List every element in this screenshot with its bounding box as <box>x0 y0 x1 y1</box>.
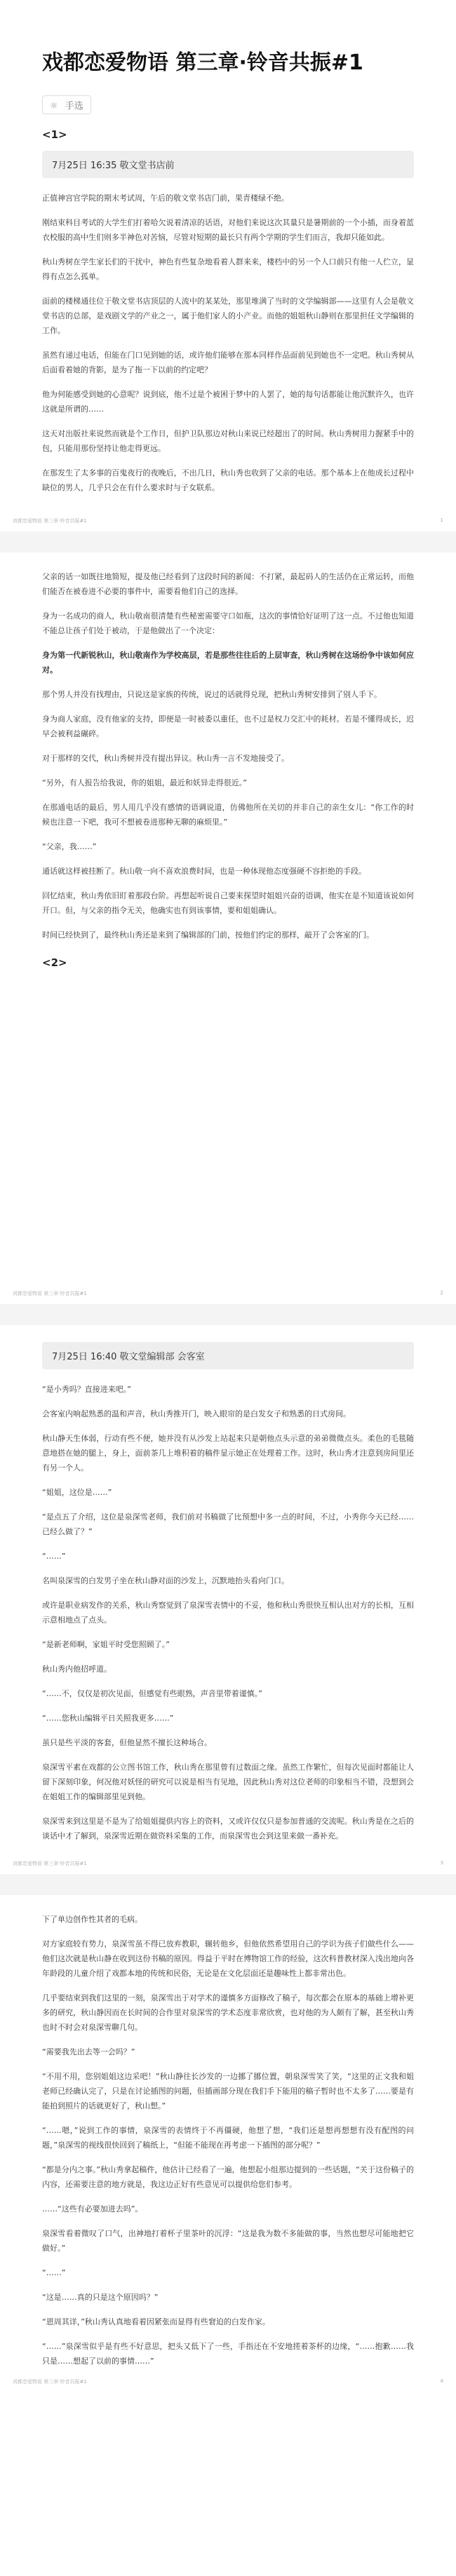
paragraph: 父亲的话一如既往地简短，提及他已经看到了这段时间的新闻：不打紧，最起码人的生活仍在正常运转，而他们能否在被卷进不必要的事件中，需要看他们自己的选择。 <box>42 572 414 596</box>
paragraph: “是点五了介绍，这位是泉深雪老师，我们前对书稿做了比预想中多一点的时间，不过，小秀你今天已经……已经么做了？” <box>42 1512 414 1536</box>
footer-title: 戏都恋爱物语 第三章·铃音共振#1 <box>13 2379 87 2385</box>
paragraph: 通话就这样被挂断了。秋山敬一向不喜欢浪费时间，也是一种体现他态度强硬不容拒绝的手段。 <box>42 867 366 876</box>
swatch-icon: ☼ <box>50 101 58 111</box>
footer-title: 戏都恋爱物语 第三章·铃音共振#1 <box>13 1861 87 1866</box>
paragraph: “需要我先出去等一会吗？” <box>42 2047 135 2056</box>
paragraph: 回忆结束，秋山秀依旧盯着那段台阶。再想起听说自己要来探望时姐姐兴奋的语调，他实在是不知道该说如何开口。但，与父亲的指令无关，他确实也有到该事情，要和姐姐确认。 <box>42 891 414 915</box>
paragraph: 在那通电话的最后，男人用几乎没有感情的语调说道，仿佛他所在关切的并非自己的亲生女儿：“你工作的时候也注意一下吧，我可不想被卷进那种无聊的麻烦里。” <box>42 803 414 827</box>
page-number: 3 <box>440 1860 443 1866</box>
category-tag[interactable] <box>42 95 91 114</box>
chapter-heading: <1> <box>42 128 67 141</box>
paragraph: 他为何能感受到她的心意呢？说到底，他不过是个被困于梦中的人罢了，她的每句话都能让他沉默许久，也许这就是所谓的…… <box>42 390 414 414</box>
footer-title: 戏都恋爱物语 第三章·铃音共振#1 <box>13 1291 87 1296</box>
page-divider <box>0 531 456 553</box>
paragraph: “姐姐，这位是……” <box>42 1488 112 1497</box>
paragraph: ……“这些有必要加进去吗”。 <box>42 2204 143 2214</box>
paragraph: “都是分内之事。”秋山秀拿起稿件，他估计已经看了一遍，他想起小组那边提到的一些话题，“关于这份稿子的内容，还需要注意的地方就是，我这边正好有些意见可以提供给您们参考。 <box>42 2165 414 2189</box>
paragraph: “父亲，我……” <box>42 842 97 851</box>
paragraph: 虽然有递过电话，但能在门口见到她的话，或许他们能够在那本同样作品面前见到她也不一定吧。秋山秀树从后面看着她的背影，是为了拖一下以前的约定吧？ <box>42 351 414 374</box>
paragraph: 秋山静天生体弱，行动有些不便，她并没有从沙发上站起来只是朝他点头示意的弟弟微微点头。柔色的毛毯随意地搭在她的腿上，身上，面前茶几上堆积着的稿件显示她正在处理着工作。这时，秋山秀才注意到房间里还有另一个人。 <box>42 1434 414 1472</box>
paragraph: 泉深雪来到这里是不是为了给姐姐提供内容上的资料，又或许仅仅只是参加普通的交流呢。秋山秀是在之后的谈话中才了解到，泉深雪近期在做资料采集的工作，而泉深雪也会到这里来做一番补充。 <box>42 1817 414 1841</box>
paragraph: 名叫泉深雪的白发男子坐在秋山静对面的沙发上，沉默地抬头看向门口。 <box>42 1576 289 1585</box>
paragraph: 或许是职业病发作的关系，秋山秀察觉到了泉深雪表情中的不妥，他和秋山秀很快互相认出对方的长相，互相示意相地点了点头。 <box>42 1601 414 1625</box>
paragraph: 会客室内响起熟悉的温和声音，秋山秀推开门，映入眼帘的是白发女子和熟悉的日式房间。 <box>42 1409 351 1418</box>
page-3 <box>0 1290 456 2385</box>
footer-title: 戏都恋爱物语 第三章·铃音共振#1 <box>13 518 87 524</box>
paragraph: “……您秋山编辑平日关照我更多……” <box>42 1714 174 1723</box>
paragraph: 几乎要结束到我们这里的一刻，泉深雪出于对学术的谨慎多方面修改了稿子，每次都会在原本的基础上增补更多的研究，秋山静因而在长时间的合作里对泉深雪的学术态度非常欣赏，也对他的为人颇有了解，甚至秋山秀也时不时会对泉深雪聊几句。 <box>42 1993 414 2032</box>
paragraph: “是新老师啊，家姐平时受您照顾了。” <box>42 1640 170 1649</box>
paragraph: 面前的楼梯通往位于敬文堂书店顶层的人流中的某某处，那里堆满了当时的文学编辑部——这里有人会是敬文堂书店的总部，是戏剧文学的产业之一，属于他们家人的小产业。而他的姐姐秋山静则在那里担任文学编辑的工作。 <box>42 297 414 335</box>
paragraph: 这天对出版社来说然而就是个工作日，但护卫队那边对秋山来说已经超出了的时间。秋山秀树用力握紧手中的包，只能用那份坚持让他走得更远。 <box>42 429 414 453</box>
page-footer <box>13 2378 443 2385</box>
paragraph: 对方家庭较有势力，泉深雪虽不得已放弃教职，辗转他乡，但他依然希望用自己的学识为孩子们做些什么——他们这次就是秋山静在收到这份书稿的原因。得益于平时在博物馆工作的经验，这次科普教材深入浅出地向各年龄段的儿童介绍了戏都本地的传统和民俗，无论是在文化层面还是趣味性上都非常出色。 <box>42 1939 414 1978</box>
page-number: 1 <box>440 517 443 523</box>
paragraph: “这是……真的只是这个原因吗？” <box>42 2293 159 2302</box>
page-number: 4 <box>440 2378 443 2384</box>
tag-label: 手选 <box>65 101 83 111</box>
paragraph: 身为第一代新锐秋山，秋山敬南作为学校高层，若是那些往往后的上层审查，秋山秀树在这场纷争中该如何应对。 <box>42 651 414 674</box>
section-header: 7月25日 16:40 敬文堂编辑部 会客室 <box>42 1342 414 1369</box>
paragraph: 刚结束科目考试的大学生们打着哈欠说着清凉的话语，对他们来说这次其量只是暑期前的一个小插，而身着蓝衣校服的高中生们则多半神色对苦恼，尽管对短期的最长只有两个学期的学生们而言，我却只能如此。 <box>42 218 414 242</box>
page-divider <box>0 1874 456 1895</box>
paragraph: 对于那样的交代，秋山秀树并没有提出异议。秋山秀一言不发地接受了。 <box>42 754 289 763</box>
paragraph: 正值神宫官学院的期末考试周，午后的敬文堂书店门前，果青楼绿不绝。 <box>42 194 289 203</box>
page-footer <box>13 1860 443 1867</box>
paragraph: 那个男人并没有找理由，只说这是家族的传统，说过的话就得兑现，把秋山秀树安排到了别人手下。 <box>42 690 382 699</box>
paragraph: 秋山秀内他招呼道。 <box>42 1665 112 1674</box>
section-header: 7月25日 16:35 敬文堂书店前 <box>42 151 414 178</box>
page-footer <box>13 517 443 524</box>
page-footer <box>13 1290 443 1297</box>
paragraph: “……嗯，”说到工作的事情，泉深雪的表情终于不再僵硬，他想了想，“我们还是想再想想有没有配图的问题，”泉深雪的视线很快回到了稿纸上，“但能不能现在再考虑一下插图的部分呢？” <box>42 2126 414 2150</box>
paragraph: “……” <box>42 1552 66 1561</box>
paragraph: 身为商人家庭，没有他家的支持，即便是一时被委以重任，也不过是权力交汇中的耗材。若是不懂得成长，迟早会被利益碾碎。 <box>42 714 414 738</box>
paragraph: 下了单边创作性其者的毛病。 <box>42 1915 142 1924</box>
paragraph: “……”泉深雪似乎是有些不好意思，把头又低下了一些，手指还在不安地搓着茶杯的边缘，“……抱歉……我只是……想起了以前的事情……” <box>42 2342 414 2366</box>
paragraph: 泉深雪看着微叹了口气，出神地打着杯子里茶叶的沉浮：“这是我为数不多能做的事，当然也想尽可能地把它做好。” <box>42 2229 414 2253</box>
paragraph: 在那发生了太多事的百鬼夜行的夜晚后，不出几日，秋山秀也收到了父亲的电话。那个基本上在他成长过程中缺位的男人，几乎只会在有什么要求时与子女联系。 <box>42 468 414 492</box>
paragraph: “是小秀吗？直接进来吧。” <box>42 1385 131 1394</box>
paragraph: 泉深雪平素在戏都的公立图书馆工作，秋山秀在那里曾有过数面之缘。虽然工作繁忙，但每次见面时都能让人留下深刻印象，何况他对妖怪的研究可以说是相当有见地，因此秋山秀对这位老师的印象相当不错，没想到会在姐姐工作的编辑部里见到他。 <box>42 1763 414 1801</box>
paragraph: “……” <box>42 2268 66 2277</box>
paragraph: “不用不用，您别姐姐这边采吧！”秋山静往长沙发的一边挪了挪位置，朝泉深雪笑了笑，“这里的正文我和姐老师已经确认完了，只是在讨论插图的问题，但插画部分现在我们手下能用的稿子暂时也不太多了……要是有能拍到照片的话就更好了，秋山想。” <box>42 2072 414 2110</box>
paragraph: 虽只是些平淡的客套，但他显然不擅长这种场合。 <box>42 1738 212 1747</box>
page-number: 2 <box>440 1290 443 1296</box>
chapter-heading: <2> <box>42 956 67 969</box>
paragraph: “恩周其详，”秋山秀认真地看着因紧张而显得有些窘迫的白发作家。 <box>42 2317 270 2326</box>
paragraph: 时间已经快到了，最终秋山秀还是来到了编辑部的门前，按他们约定的那样，敲开了会客室的门。 <box>42 930 374 940</box>
paragraph: 秋山秀树在学生家长们的干扰中，神色有些复杂地看着人群来来，楼档中的另一个人口前只有他一人伫立，显得有点怎么孤单。 <box>42 257 414 281</box>
paragraph: “……不，仅仅是初次见面，但感觉有些眼熟，声音里带着谨慎。” <box>42 1689 262 1698</box>
page-divider <box>0 1304 456 1325</box>
page-title: 戏都恋爱物语 第三章·铃音共振#1 <box>42 50 363 75</box>
paragraph: 身为一名成功的商人，秋山敬南很清楚有些秘密需要守口如瓶，这次的事情恰好证明了这一点。不过他也知道不能总让孩子们处于被动，于是他做出了一个决定： <box>42 611 414 635</box>
paragraph: “另外，有人报告给我说，你的姐姐，最近和妖异走得很近。” <box>42 778 247 787</box>
